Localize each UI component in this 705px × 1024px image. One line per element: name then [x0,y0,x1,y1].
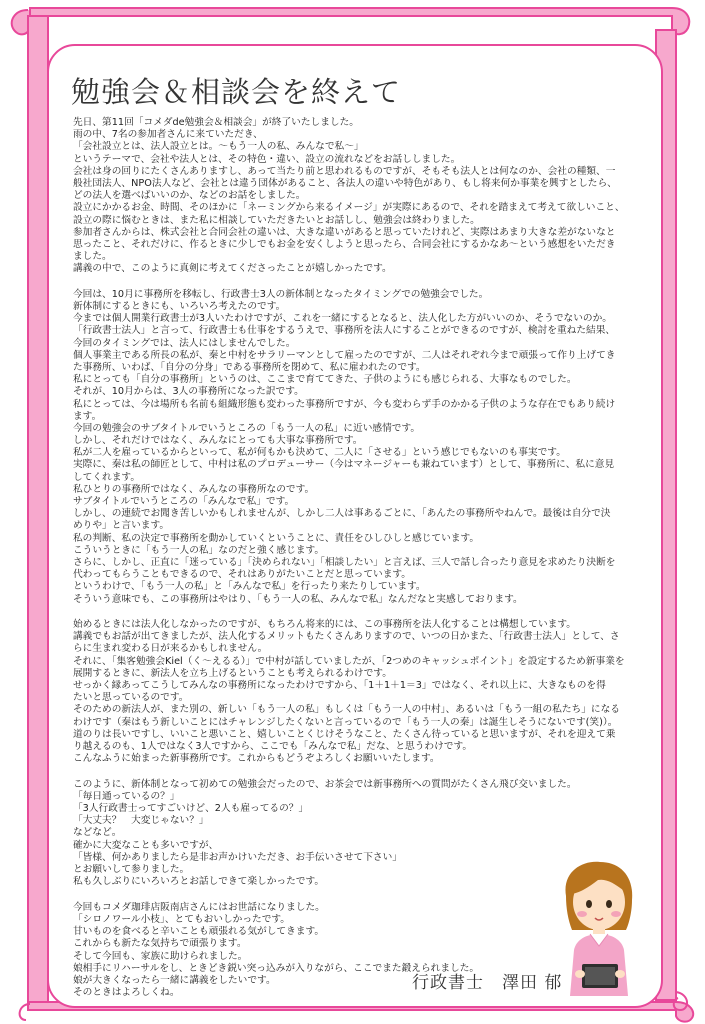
text-line: 設立にかかるお金、時間、そのほかに「ネーミングから来るイメージ」が実際にあるので、それを踏まえて考えて欲しいこと、 [73,202,625,214]
paragraph-report [73,117,653,275]
text-line: 代わってもらうこともできるので、それはありがたいことだと思っています。 [73,569,411,581]
page-title: 勉強会＆相談会を終えて [71,75,402,109]
text-line: 実際に、秦は私の師匠として、中村は私のプロデューサー（今はマネージャーも兼ねています）として、事務所に、私に意見 [73,459,615,471]
text-line: 「行政書士法人」と言って、行政書士も仕事をするうえで、事務所を法人にすることができるのですが、検討を重ねた結果、 [73,325,616,337]
text-line: こういうときに「もう一人の私」なのだと強く感じます。 [73,544,325,556]
text-line: 私が二人を雇っているからといって、私が何もかも決めて、二人に「させる」という感じでもないのも事実です。 [73,447,566,459]
text-line: 参加者さんからは、株式会社と合同会社の違いは、大きな違いがあると思っていたけれど、実際はあまり大きな差がないなと [73,226,616,238]
text-line: たいと思っているのです。 [73,692,189,704]
paragraph-new-office [73,289,653,606]
text-line: 私ひとりの事務所ではなく、みんなの事務所なのです。 [73,483,315,495]
text-line: 私の判断、私の決定で事務所を動かしていくということに、責任をひしひしと感じています。 [73,532,480,544]
text-line: してくれます。 [73,471,141,483]
text-line: 個人事業主である所長の私が、秦と中村をサラリーマンとして雇ったのですが、二人はそれぞれ今まで頑張って作り上げてき [73,349,616,361]
text-line: それが、10月からは、3人の事務所になった訳です。 [73,386,304,398]
text-line: サブタイトルでいうところの「みんなで私」です。 [73,496,295,508]
text-line: そのときはよろしくね。 [73,987,180,999]
text-line: 「大丈夫？ 大変じゃない？」 [73,815,209,827]
text-line: 甘いものを食べると辛いことも頑張れる気がしてきます。 [73,926,325,938]
text-line: 講義の中で、このように真剣に考えてくださったことが嬉しかったです。 [73,263,392,275]
text-line: り越えるのも、1人ではなく3人ですから、ここでも「みんなで私」だな、と思うわけです。 [73,740,473,752]
text-line: 般社団法人、NPO法人など、会社とは違う団体があること、各法人の違いや特色があり、もし将来何か事業を興すとしたら、 [73,177,617,189]
text-line: 「毎日通っているの？」 [73,790,180,802]
paragraph-gap [73,606,653,619]
text-line: ました。 [73,251,112,263]
text-line: 今までは個人開業行政書士が3人いたわけですが、これを一緒にするとなると、法人化した方がいいのか、そうでないのか。 [73,313,612,325]
text-line: 先日、第11回「コメダde勉強会＆相談会」が終了いたしました。 [73,117,359,128]
paragraph-gap [73,765,653,778]
text-line: 娘相手にリハーサルをし、ときどき鋭い突っ込みが入りながら、ここでまた鍛えられました。 [73,962,480,974]
text-line: 確かに大変なことも多いですが、 [73,839,219,851]
text-line: 雨の中、7名の参加者さんに来ていただき、 [73,129,263,141]
text-line: こんなふうに始まった新事務所です。これからもどうぞよろしくお願いいたします。 [73,753,440,765]
text-line: とお願いして参りました。 [73,864,190,876]
paragraph-gap [73,275,653,288]
text-line: 始めるときには法人化しなかったのですが、もちろん将来的には、この事務所を法人化することは構想しています。 [73,619,576,631]
signature: 行政書士 澤田 郁 [412,973,563,993]
text-line: というわけで、「もう一人の私」と「みんなで私」を行ったり来たりしています。 [73,581,426,593]
text-line: しかし、の連続でお聞き苦しいかもしれませんが、しかし二人は事あるごとに、「あんたの事務所やねんで。最後は自分で決 [73,508,611,520]
text-line: 講義でもお話が出てきましたが、法人化するメリットもたくさんありますので、いつの日かまた、「行政書士法人」として、さ [73,631,620,643]
text-line: 私も久しぶりにいろいろとお話しできて楽しかったです。 [73,876,325,888]
text-line: ます。 [73,410,102,422]
text-line: そういう意味でも、この事務所はやはり、「もう一人の私、みんなで私」なんだなと実感しております。 [73,593,523,605]
text-line: 私にとっては、今は場所も名前も組織形態も変わった事務所ですが、今も変わらず手のかかる子供のような存在でもあり続け [73,398,616,410]
text-line: しかし、それだけではなく、みんなにとっても大事な事務所です。 [73,435,363,447]
text-line: 私にとっても「自分の事務所」というのは、ここまで育ててきた、子供のようにも感じられる、大事なものでした。 [73,374,577,386]
text-line: 「シロノワール小枝」、とてもおいしかったです。 [73,914,290,925]
text-line: 展開するときに、新法人を立ち上げるということも考えられるわけです。 [73,667,392,679]
text-line: わけです（秦はもう新しいことにはチャレンジしたくないと言っているので「もう一人の秦」は誕生しそうにないです(笑)）。 [73,716,618,728]
text-line: それに、「集客勉強会Kiel（く～えるる）」で中村が話していましたが、「2つめのキャッシュポイント」を設定するため新事業を [73,655,625,667]
text-line: 思ったこと、それだけに、作るときに少しでもお金を安くしようと思ったら、合同会社にするかなあ～という感想をいただき [73,238,616,250]
text-line: 「会社設立とは、法人設立とは。～もう一人の私、みんなで私～」 [73,141,364,153]
text-line: らに生まれ変わる日が来るかもしれません。 [73,643,268,655]
text-line: た事務所、いわば、「自分の分身」である事務所を閉めて、私に雇われたのです。 [73,361,426,373]
text-line: 娘が大きくなったら一緒に講義をしたいです。 [73,974,276,986]
text-line: そのための新法人が、また別の、新しい「もう一人の私」もしくは「もう一人の中村」、あるいは「もう一組の私たち」になる [73,704,620,716]
text-line: 設立の際に悩むときは、また私に相談していただきたいとお話しし、勉強会は終わりました。 [73,214,480,226]
text-line: などなど。 [73,827,122,839]
author-illustration [552,856,644,996]
text-line: このように、新体制となって初めての勉強会だったので、お茶会では新事務所への質問がたくさん飛び交いました。 [73,778,577,790]
text-line: どの法人を選べばいいのか、などのお話をしました。 [73,190,306,202]
text-line: 「皆様、何かありましたら是非お声かけいただき、お手伝いさせて下さい」 [73,851,402,863]
text-line: 会社は身の回りにたくさんありますし、あって当たり前と思われるものですが、そもそも法人とは何なのか、会社の種類、一 [73,165,616,177]
text-line: そして今回も、家族に助けられました。 [73,950,248,962]
text-line: というテーマで、会社や法人とは、その特色・違い、設立の流れなどをお話ししました。 [73,153,461,165]
text-line: さらに、しかし、正直に「迷っている」「決められない」「相談したい」と言えば、三人で話し合ったり意見を求めたり決断を [73,556,616,568]
text-line: 新体制にするときにも、いろいろ考えたのです。 [73,301,286,313]
text-line: 今回の勉強会のサブタイトルでいうところの「もう一人の私」に近い感情です。 [73,422,421,434]
text-line: 今回のタイミングでは、法人にはしませんでした。 [73,337,296,349]
text-line: これからも新たな気持ちで頑張ります。 [73,938,247,950]
text-line: 道のりは長いですし、いいこと悪いこと、嬉しいことくじけそうなこと、たくさん待っていると思いますが、それを迎えて乗 [73,728,616,740]
text-line: 今回は、10月に事務所を移転し、行政書士3人の新体制となったタイミングでの勉強会でした。 [73,288,489,300]
text-line: めりや」と言います。 [73,520,170,532]
text-line: 「3人行政書士ってすごいけど、2人も雇ってるの？」 [73,803,309,815]
text-line: 今回もコメダ珈琲店阪南店さんにはお世話になりました。 [73,901,325,913]
paragraph-future-plans [73,619,653,765]
text-line: せっかく縁あってこうしてみんなの事務所になったわけですから、「1＋1＋1＝3」ではなく、それ以上に、大きなものを得 [73,680,606,692]
